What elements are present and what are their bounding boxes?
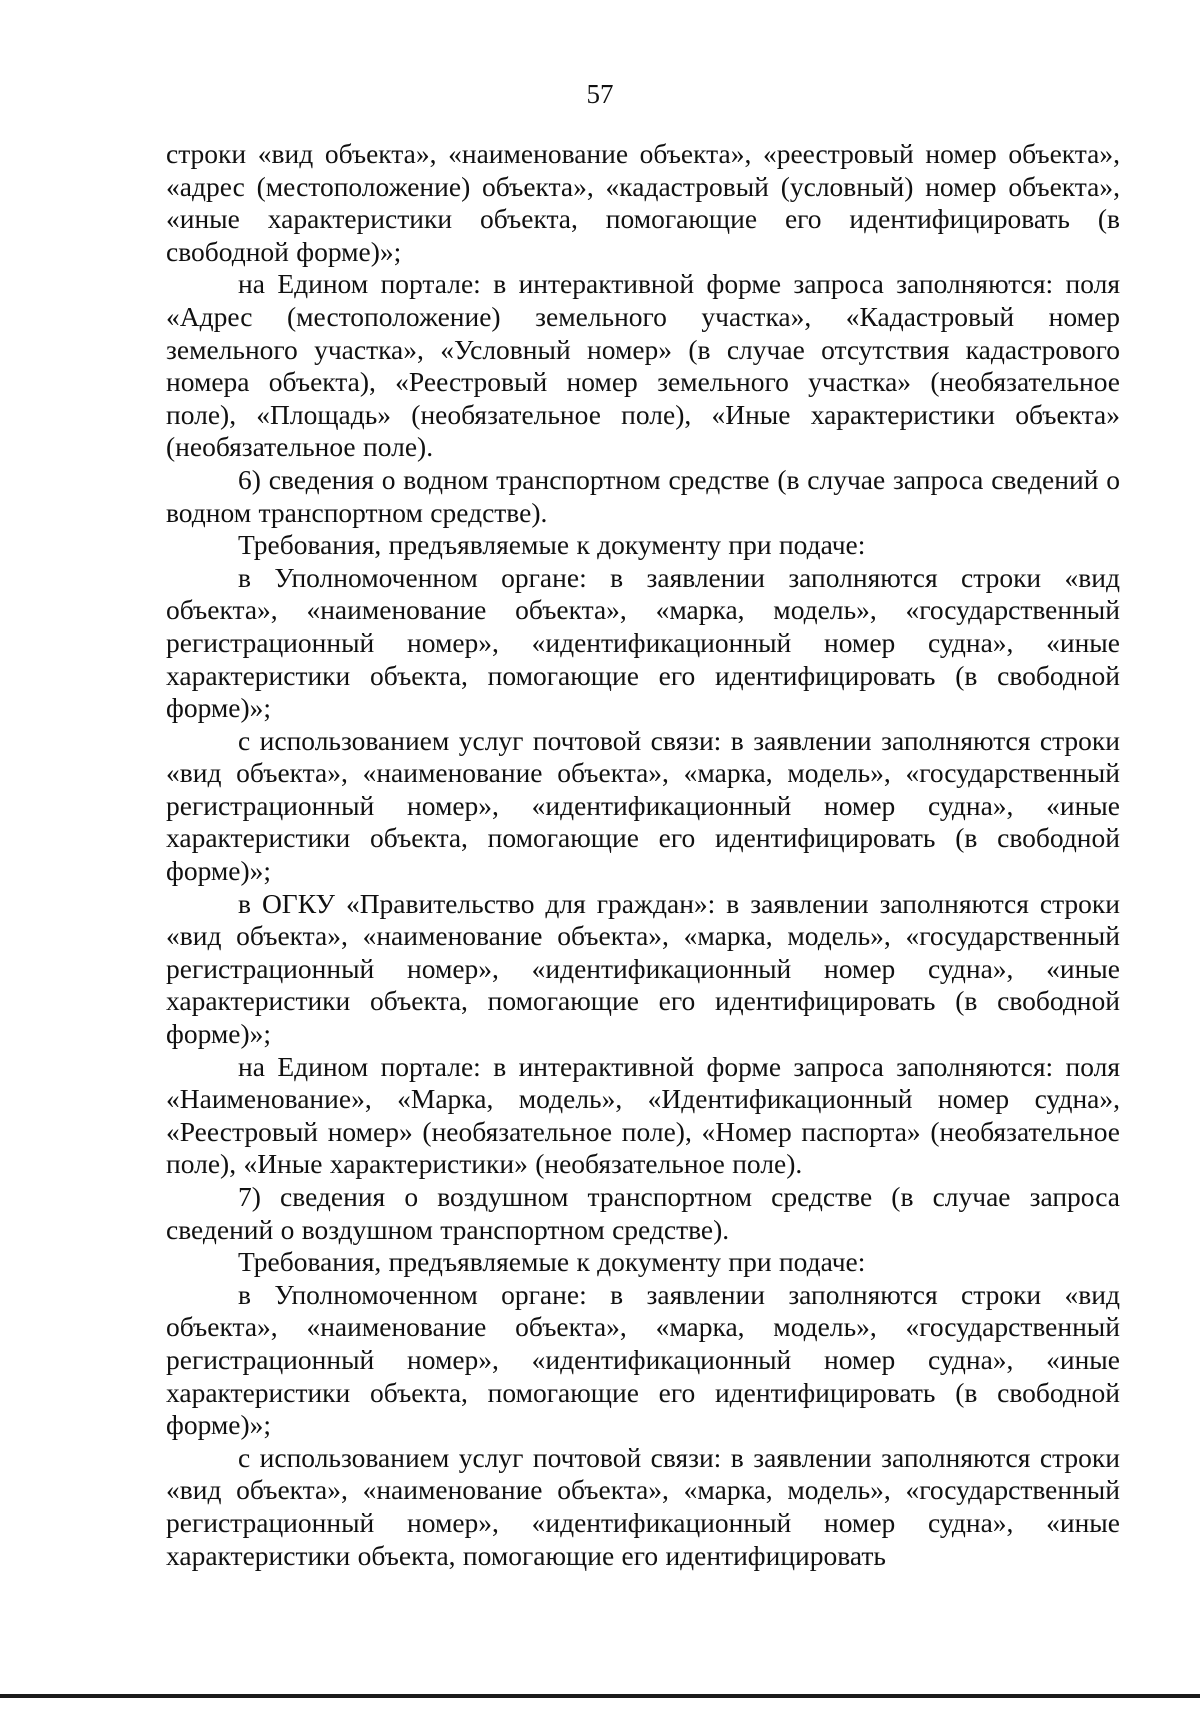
paragraph-postal-service-aircraft: с использованием услуг почтовой связи: в заявлении заполняются строки «вид объекта», «наименование объекта», «марка, модель», «государственный регистрационный номер», «идентификационный номер судна», «иные характеристики объекта, помогающие его идентифицировать bbox=[166, 1441, 1120, 1571]
bottom-divider bbox=[0, 1694, 1200, 1698]
document-body bbox=[166, 138, 1120, 1572]
paragraph-unified-portal-land: на Едином портале: в интерактивной форме запроса заполняются: поля «Адрес (местоположение) земельного участка», «Кадастровый номер земельного участка», «Условный номер» (в случае отсутствия кадастрового номера объекта), «Реестровый номер земельного участка» (необязательное поле), «Площадь» (необязательное поле), «Иные характеристики объекта» (необязательное поле). bbox=[166, 268, 1120, 463]
paragraph-requirements-heading-2: Требования, предъявляемые к документу при подаче: bbox=[238, 1246, 866, 1278]
paragraph-continuation: строки «вид объекта», «наименование объекта», «реестровый номер объекта», «адрес (местоположение) объекта», «кадастровый (условный) номер объекта», «иные характеристики объекта, помогающие его идентифицировать (в свободной форме)»; bbox=[166, 138, 1120, 267]
paragraph-item-7-aircraft: 7) сведения о воздушном транспортном средстве (в случае запроса сведений о воздушном транспортном средстве). bbox=[166, 1181, 1120, 1245]
paragraph-unified-portal-water: на Едином портале: в интерактивной форме запроса заполняются: поля «Наименование», «Марка, модель», «Идентификационный номер судна», «Реестровый номер» (необязательное поле), «Номер паспорта» (необязательное поле), «Иные характеристики» (необязательное поле). bbox=[166, 1050, 1120, 1180]
paragraph-item-6-water-vessel: 6) сведения о водном транспортном средстве (в случае запроса сведений о водном транспортном средстве). bbox=[166, 463, 1120, 528]
paragraph-ogku-water: в ОГКУ «Правительство для граждан»: в заявлении заполняются строки «вид объекта», «наименование объекта», «марка, модель», «государственный регистрационный номер», «идентификационный номер судна», «иные характеристики объекта, помогающие его идентифицировать (в свободной форме)»; bbox=[166, 887, 1120, 1050]
page-number: 57 bbox=[586, 79, 614, 109]
paragraph-authorized-body-aircraft: в Уполномоченном органе: в заявлении заполняются строки «вид объекта», «наименование объекта», «марка, модель», «государственный регистрационный номер», «идентификационный номер судна», «иные характеристики объекта, помогающие его идентифицировать (в свободной форме)»; bbox=[166, 1278, 1120, 1441]
paragraph-authorized-body-water: в Уполномоченном органе: в заявлении заполняются строки «вид объекта», «наименование объекта», «марка, модель», «государственный регистрационный номер», «идентификационный номер судна», «иные характеристики объекта, помогающие его идентифицировать (в свободной форме)»; bbox=[166, 561, 1120, 724]
paragraph-requirements-heading: Требования, предъявляемые к документу при подаче: bbox=[238, 529, 866, 561]
paragraph-postal-service-water: с использованием услуг почтовой связи: в заявлении заполняются строки «вид объекта», «наименование объекта», «марка, модель», «государственный регистрационный номер», «идентификационный номер судна», «иные характеристики объекта, помогающие его идентифицировать (в свободной форме)»; bbox=[166, 724, 1120, 887]
